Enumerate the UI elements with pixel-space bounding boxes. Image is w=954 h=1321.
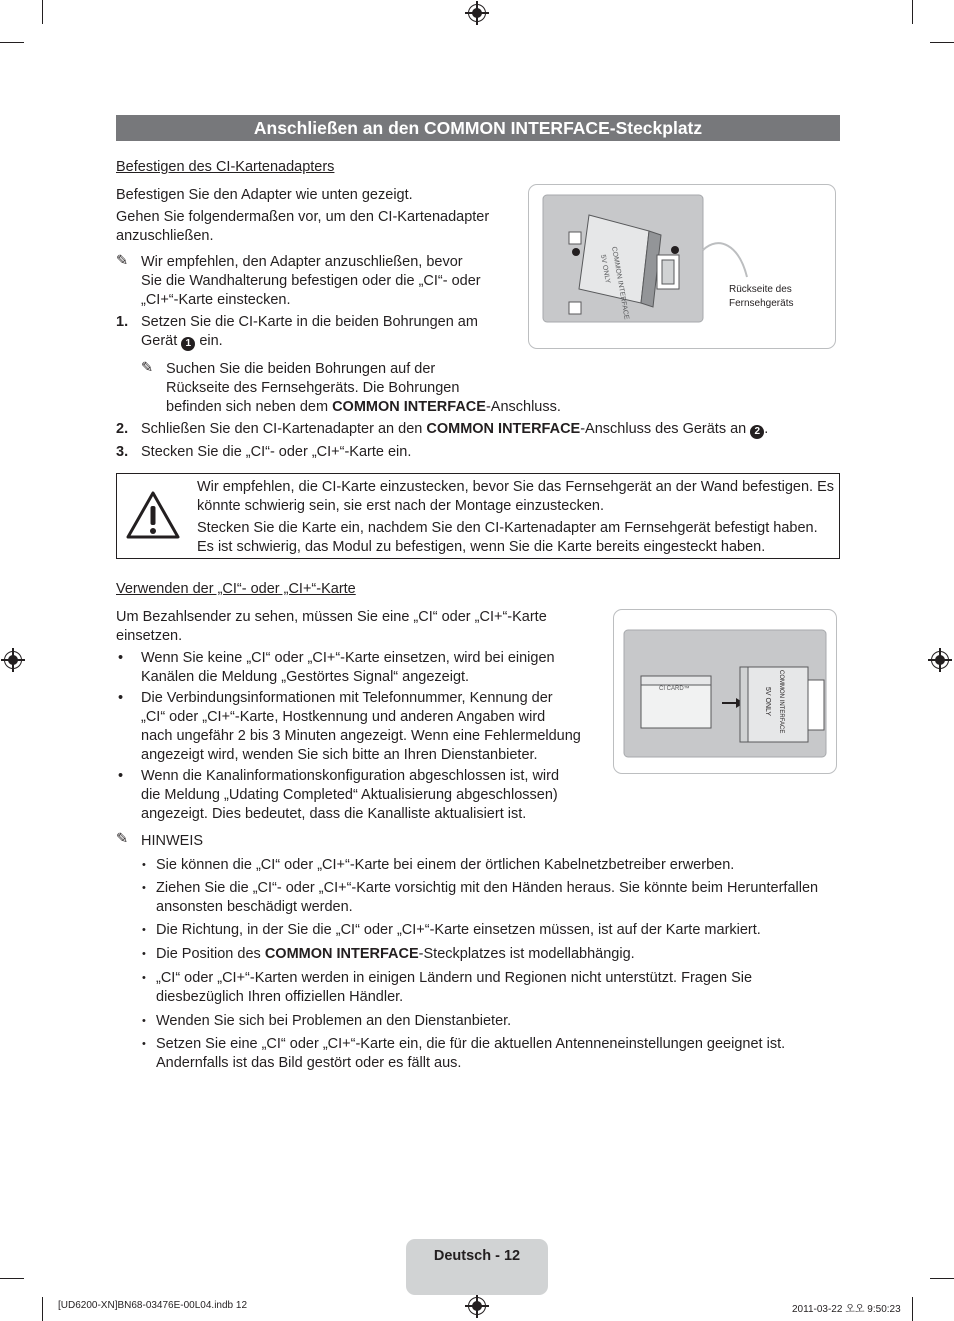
page-number-tab: Deutsch - 12 — [406, 1239, 548, 1295]
file-info: [UD6200-XN]BN68-03476E-00L04.indb 12 — [58, 1300, 248, 1311]
step-text-part: ein. — [199, 333, 223, 349]
bullet-text: Kanälen die Meldung „Gestörtes Signal“ angezeigt. — [141, 669, 470, 685]
step-text-part: Schließen Sie den CI-Kartenadapter an den — [141, 421, 423, 437]
bullet-icon: • — [118, 768, 124, 784]
note-text — [166, 398, 561, 417]
marker-2-icon — [671, 246, 679, 254]
pencil-note-icon: ✎ — [116, 253, 129, 269]
bullet-text: die Meldung „Udating Completed“ Aktualisierung abgeschlossen) — [141, 787, 558, 803]
warning-triangle-icon — [125, 490, 181, 540]
marker-2-icon: 2 — [750, 425, 764, 439]
bullet-icon: • — [142, 1038, 146, 1050]
note-text: Rückseite des Fernsehgeräts. Die Bohrungen — [166, 380, 460, 396]
note-item: Wenden Sie sich bei Problemen an den Dienstanbieter. — [156, 1013, 512, 1029]
figure-card-label: CI CARD™ — [659, 686, 690, 692]
note-item: Die Richtung, in der Sie die „CI“ oder „CI+“-Karte einsetzen müssen, ist auf der Karte markiert. — [156, 922, 761, 938]
step-text-bold: COMMON INTERFACE — [426, 421, 581, 437]
section-title: Anschließen an den COMMON INTERFACE-Steckplatz — [116, 115, 840, 141]
crop-mark — [0, 42, 24, 43]
step-text-part: . — [764, 421, 769, 437]
paragraph: Befestigen Sie den Adapter wie unten gezeigt. — [116, 187, 413, 203]
step-text-part: -Anschluss des Geräts an — [580, 421, 747, 437]
bullet-text: „CI“ oder „CI+“-Karte, Hostkennung und anderen Angaben wird — [141, 709, 546, 725]
pencil-note-icon: ✎ — [141, 360, 154, 376]
crop-mark — [930, 42, 954, 43]
card-illustration — [614, 610, 836, 773]
caution-text: Es ist schwierig, das Modul zu befestigen, wenn Sie die Karte bereits eingesteckt haben. — [197, 539, 766, 555]
note-text: Sie die Wandhalterung befestigen oder die „CI“- oder — [141, 273, 481, 289]
note-text: Suchen Sie die beiden Bohrungen auf der — [166, 361, 436, 377]
crop-mark — [42, 1297, 43, 1321]
print-timestamp: 2011-03-22 오오 9:50:23 — [792, 1304, 901, 1315]
bullet-text: angezeigt wird, wenden Sie sich bitte an Ihren Dienstanbieter. — [141, 747, 538, 763]
note-item: Andernfalls ist das Bild gestört oder es fällt aus. — [156, 1055, 462, 1071]
note-text-part: befinden sich neben dem — [166, 399, 329, 415]
note-item: ansonsten beschädigt werden. — [156, 899, 353, 915]
bullet-icon: • — [142, 882, 146, 894]
paragraph: anzuschließen. — [116, 228, 214, 244]
subheading-card: Verwenden der „CI“- oder „CI+“-Karte — [116, 581, 356, 597]
note-text-bold: COMMON INTERFACE — [332, 399, 486, 415]
step-text: Stecken Sie die „CI“- oder „CI+“-Karte ein. — [141, 444, 412, 460]
hinweis-label: HINWEIS — [141, 833, 204, 849]
registration-mark-icon — [931, 651, 949, 669]
crop-mark — [0, 1278, 24, 1279]
crop-mark — [930, 1278, 954, 1279]
subheading-adapter: Befestigen des CI-Kartenadapters — [116, 159, 335, 175]
paragraph: einsetzen. — [116, 628, 183, 644]
caution-text: könnte schwierig sein, sie erst nach der Montage einzustecken. — [197, 498, 605, 514]
note-item-part: Die Position des — [156, 946, 261, 962]
pencil-note-icon: ✎ — [116, 831, 129, 847]
bullet-icon: • — [142, 972, 146, 984]
step-number: 1. — [116, 314, 129, 330]
caution-text: Stecken Sie die Karte ein, nachdem Sie den CI-Kartenadapter am Fernsehgerät befestigt haben. — [197, 520, 818, 536]
note-text: Wir empfehlen, den Adapter anzuschließen, bevor — [141, 254, 463, 270]
registration-mark-icon — [468, 1297, 486, 1315]
bullet-text: angezeigt. Dies bedeutet, dass die Kanalliste aktualisiert ist. — [141, 806, 527, 822]
bullet-text: Wenn Sie keine „CI“ oder „CI+“-Karte einsetzen, wird bei einigen — [141, 650, 555, 666]
crop-mark — [42, 0, 43, 24]
bullet-icon: • — [142, 924, 146, 936]
card-figure — [613, 609, 837, 774]
step-number: 3. — [116, 444, 129, 460]
figure-caption: Fernsehgeräts — [729, 298, 794, 309]
bullet-text: Die Verbindungsinformationen mit Telefonnummer, Kennung der — [141, 690, 553, 706]
step-text: Setzen Sie die CI-Karte in die beiden Bohrungen am — [141, 314, 478, 330]
note-text-part: -Anschluss. — [485, 399, 561, 415]
figure-label-5v: 5V ONLY — [764, 687, 771, 717]
figure-label-ci: COMMON INTERFACE — [610, 246, 630, 321]
note-item: Setzen Sie eine „CI“ oder „CI+“-Karte ein, die für die aktuellen Antenneneinstellungen geeignet ist. — [156, 1036, 786, 1052]
bullet-icon: • — [142, 948, 146, 960]
note-item: „CI“ oder „CI+“-Karten werden in einigen Ländern und Regionen nicht unterstützt. Fragen Sie — [156, 970, 753, 986]
step-number: 2. — [116, 421, 129, 437]
note-item: Ziehen Sie die „CI“- oder „CI+“-Karte vorsichtig mit den Händen heraus. Sie könnte beim Herunterfallen — [156, 880, 819, 896]
registration-mark-icon — [468, 4, 486, 22]
figure-caption: Rückseite des — [729, 284, 792, 295]
note-text: „CI+“-Karte einstecken. — [141, 292, 291, 308]
crop-mark — [912, 1297, 913, 1321]
registration-mark-icon — [4, 651, 22, 669]
step-text-part: Gerät — [141, 333, 178, 349]
paragraph: Gehen Sie folgendermaßen vor, um den CI-Kartenadapter — [116, 209, 490, 225]
note-item-bold: COMMON INTERFACE — [264, 946, 419, 962]
step-text — [141, 420, 768, 439]
bullet-icon: • — [118, 690, 124, 706]
caution-box — [116, 473, 840, 559]
note-item-part: -Steckplatzes ist modellabhängig. — [418, 946, 635, 962]
figure-label-ci: COMMON INTERFACE — [778, 670, 784, 734]
marker-1-icon — [572, 248, 580, 256]
bullet-text: Wenn die Kanalinformationskonfiguration abgeschlossen ist, wird — [141, 768, 560, 784]
figure-label-5v: 5V ONLY — [599, 254, 611, 284]
caution-text: Wir empfehlen, die CI-Karte einzustecken, bevor Sie das Fernsehgerät an der Wand befestigen. Es — [197, 479, 834, 495]
note-item — [156, 945, 635, 964]
bullet-icon: • — [142, 1015, 146, 1027]
bullet-icon: • — [118, 650, 124, 666]
note-item: Sie können die „CI“ oder „CI+“-Karte bei einem der örtlichen Kabelnetzbetreiber erwerben. — [156, 857, 735, 873]
paragraph: Um Bezahlsender zu sehen, müssen Sie eine „CI“ oder „CI+“-Karte — [116, 609, 547, 625]
adapter-illustration — [529, 185, 835, 348]
adapter-figure — [528, 184, 836, 349]
note-item: diesbezüglich Ihren offiziellen Händler. — [156, 989, 404, 1005]
crop-mark — [912, 0, 913, 24]
bullet-text: nach ungefähr 2 bis 3 Minuten angezeigt. Wenn eine Fehlermeldung — [141, 728, 581, 744]
step-text — [141, 332, 223, 351]
marker-1-icon: 1 — [181, 337, 195, 351]
bullet-icon: • — [142, 859, 146, 871]
